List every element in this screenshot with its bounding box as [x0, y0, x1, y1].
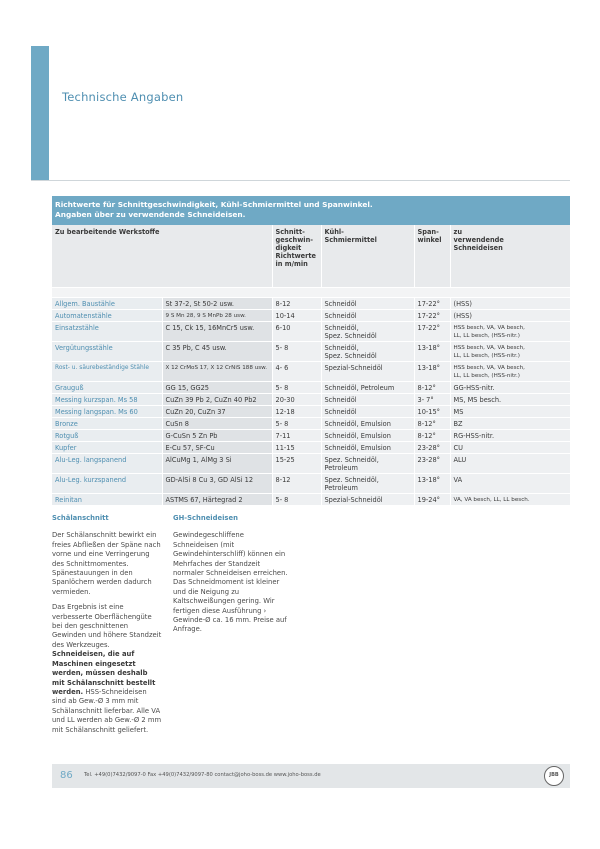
spanwinkel-cell: 8-12°: [414, 429, 450, 441]
werkstoff-cell: Automatenstähle: [52, 309, 162, 321]
kuehlschmiermittel-cell: Spezial-Schneidöl: [321, 493, 414, 505]
bezeichnung-cell: GG 15, GG25: [162, 381, 272, 393]
werkstoff-cell: Einsatzstähle: [52, 321, 162, 341]
schnittgeschwindigkeit-cell: 10-14: [272, 309, 321, 321]
schneideisen-cell: CU: [450, 441, 570, 453]
spanwinkel-cell: 8-12°: [414, 417, 450, 429]
werkstoff-cell: Grauguß: [52, 381, 162, 393]
schneideisen-cell: HSS besch, VA, VA besch, LL, LL besch, (HSS-nitr.): [450, 321, 570, 341]
kuehlschmiermittel-cell: Schneidöl: [321, 309, 414, 321]
bezeichnung-cell: 9 S Mn 28, 9 S MnPb 28 usw.: [162, 309, 272, 321]
table-row: [52, 321, 570, 341]
kuehlschmiermittel-cell: Schneidöl: [321, 297, 414, 309]
werkstoff-cell: Allgem. Baustähle: [52, 297, 162, 309]
kuehlschmiermittel-cell: Spezial-Schneidöl: [321, 361, 414, 381]
table-spacer-row: [52, 287, 570, 297]
bezeichnung-cell: CuZn 39 Pb 2, CuZn 40 Pb2: [162, 393, 272, 405]
schneideisen-cell: BZ: [450, 417, 570, 429]
spanwinkel-cell: 23-28°: [414, 453, 450, 473]
spanwinkel-cell: 3- 7°: [414, 393, 450, 405]
bezeichnung-cell: X 12 CrMoS 17, X 12 CrNiS 188 usw.: [162, 361, 272, 381]
schaelanschnitt-text-plain: Das Ergebnis ist eine verbesserte Oberflächengüte bei den geschnittenen Gewinden und höhere Standzeit des Werkzeuges.: [52, 603, 162, 649]
schneideisen-cell: RG-HSS-nitr.: [450, 429, 570, 441]
schaelanschnitt-paragraph-2: [52, 603, 162, 735]
bezeichnung-cell: G-CuSn 5 Zn Pb: [162, 429, 272, 441]
company-logo-icon: [544, 766, 564, 786]
kuehlschmiermittel-cell: Schneidöl, Spez. Schneidöl: [321, 321, 414, 341]
table-row: [52, 441, 570, 453]
table-row: [52, 341, 570, 361]
page-title: Technische Angaben: [62, 90, 184, 104]
schaelanschnitt-text-rest: HSS-Schneideisen sind ab Gew.-Ø 3 mm mit Schälanschnitt lieferbar. Alle VA und LL werden ab Gew.-Ø 2 mm mit Schälanschnitt geliefert.: [52, 687, 162, 734]
table-column-headers: [52, 225, 570, 287]
spanwinkel-cell: 17-22°: [414, 321, 450, 341]
schnittgeschwindigkeit-cell: 8-12: [272, 297, 321, 309]
spanwinkel-cell: 13-18°: [414, 361, 450, 381]
table-row: [52, 297, 570, 309]
schnittgeschwindigkeit-cell: 5- 8: [272, 381, 321, 393]
schnittgeschwindigkeit-cell: 7-11: [272, 429, 321, 441]
table-caption-line-1: Richtwerte für Schnittgeschwindigkeit, Kühl-Schmiermittel und Spanwinkel.: [55, 200, 373, 209]
schneideisen-cell: VA: [450, 473, 570, 493]
kuehlschmiermittel-cell: Spez. Schneidöl, Petroleum: [321, 473, 414, 493]
schneideisen-cell: MS: [450, 405, 570, 417]
kuehlschmiermittel-cell: Schneidöl, Emulsion: [321, 429, 414, 441]
werkstoff-cell: Vergütungsstähle: [52, 341, 162, 361]
schnittgeschwindigkeit-cell: 5- 8: [272, 493, 321, 505]
table-caption-line-2: Angaben über zu verwendende Schneideisen.: [55, 210, 246, 219]
schnittgeschwindigkeit-cell: 5- 8: [272, 341, 321, 361]
footer-contact-line: Tel. +49(0)7432/9097-0 Fax +49(0)7432/9097-80 contact@joho-boss.de www.joho-boss.de: [84, 772, 321, 778]
werkstoff-cell: Messing kurzspan. Ms 58: [52, 393, 162, 405]
spanwinkel-cell: 19-24°: [414, 493, 450, 505]
kuehlschmiermittel-cell: Spez. Schneidöl, Petroleum: [321, 453, 414, 473]
schnittgeschwindigkeit-cell: 12-18: [272, 405, 321, 417]
schnittgeschwindigkeit-cell: 15-25: [272, 453, 321, 473]
kuehlschmiermittel-cell: Schneidöl, Spez. Schneidöl: [321, 341, 414, 361]
werkstoff-cell: Rotguß: [52, 429, 162, 441]
schaelanschnitt-text-bold: Schneideisen, die auf Maschinen eingesetzt werden, müssen deshalb mit Schälanschnitt bestellt werden.: [52, 650, 156, 696]
table-row: [52, 393, 570, 405]
schaelanschnitt-heading: Schälanschnitt: [52, 514, 109, 522]
table-row: [52, 493, 570, 505]
bezeichnung-cell: C 15, Ck 15, 16MnCr5 usw.: [162, 321, 272, 341]
schnittgeschwindigkeit-cell: 6-10: [272, 321, 321, 341]
werkstoff-cell: Rost- u. säurebeständige Stähle: [52, 361, 162, 381]
schneideisen-cell: ALU: [450, 453, 570, 473]
schneideisen-cell: HSS besch, VA, VA besch, LL, LL besch, (HSS-nitr.): [450, 361, 570, 381]
column-header-schneideisen: zu verwendende Schneideisen: [450, 225, 570, 287]
page-footer: [52, 764, 570, 788]
column-header-spanwinkel: Span- winkel: [414, 225, 450, 287]
spanwinkel-cell: 10-15°: [414, 405, 450, 417]
header-divider: [31, 180, 570, 181]
table-row: [52, 405, 570, 417]
table-row: [52, 309, 570, 321]
spanwinkel-cell: 17-22°: [414, 297, 450, 309]
kuehlschmiermittel-cell: Schneidöl: [321, 393, 414, 405]
bezeichnung-cell: ASTMS 67, Härtegrad 2: [162, 493, 272, 505]
schneideisen-cell: VA, VA besch, LL, LL besch.: [450, 493, 570, 505]
bezeichnung-cell: GD-AlSi 8 Cu 3, GD AlSi 12: [162, 473, 272, 493]
kuehlschmiermittel-cell: Schneidöl: [321, 405, 414, 417]
spanwinkel-cell: 23-28°: [414, 441, 450, 453]
bezeichnung-cell: AlCuMg 1, AlMg 3 Si: [162, 453, 272, 473]
page-number: 86: [60, 770, 73, 781]
kuehlschmiermittel-cell: Schneidöl, Emulsion: [321, 441, 414, 453]
table-row: [52, 473, 570, 493]
schnittgeschwindigkeit-cell: 20-30: [272, 393, 321, 405]
kuehlschmiermittel-cell: Schneidöl, Emulsion: [321, 417, 414, 429]
schneideisen-cell: (HSS): [450, 309, 570, 321]
column-header-schnittgeschwindigkeit: Schnitt- geschwin- digkeit Richtwerte in m/min: [272, 225, 321, 287]
schaelanschnitt-section: [52, 514, 162, 741]
bezeichnung-cell: CuSn 8: [162, 417, 272, 429]
schneideisen-cell: HSS besch, VA, VA besch, LL, LL besch, (HSS-nitr.): [450, 341, 570, 361]
logo-lettering: JBB: [549, 772, 559, 778]
schneideisen-cell: GG-HSS-nitr.: [450, 381, 570, 393]
schnittgeschwindigkeit-cell: 4- 6: [272, 361, 321, 381]
bezeichnung-cell: CuZn 20, CuZn 37: [162, 405, 272, 417]
spanwinkel-cell: 13-18°: [414, 473, 450, 493]
column-header-kuehlschmiermittel: Kühl- Schmiermittel: [321, 225, 414, 287]
schnittgeschwindigkeit-cell: 11-15: [272, 441, 321, 453]
table-row: [52, 453, 570, 473]
bezeichnung-cell: E-Cu 57, SF-Cu: [162, 441, 272, 453]
werkstoff-cell: Bronze: [52, 417, 162, 429]
werkstoff-cell: Kupfer: [52, 441, 162, 453]
header-accent-bar: [31, 46, 49, 180]
werkstoff-cell: Alu-Leg. kurzspanend: [52, 473, 162, 493]
gh-schneideisen-paragraph: Gewindegeschliffene Schneideisen (mit Gewindehinterschliff) können ein Mehrfaches der Standzeit normaler Schneideisen erreichen. Das Schneidmoment ist kleiner und die Neigung zu Kaltschweißungen gering. Wir fertigen diese Ausführung › Gewinde-Ø ca. 16 mm. Preise auf Anfrage.: [173, 531, 288, 634]
schneideisen-cell: MS, MS besch.: [450, 393, 570, 405]
spanwinkel-cell: 8-12°: [414, 381, 450, 393]
schneideisen-cell: (HSS): [450, 297, 570, 309]
column-header-werkstoffe: Zu bearbeitende Werkstoffe: [52, 225, 272, 287]
schnittgeschwindigkeit-cell: 5- 8: [272, 417, 321, 429]
schnittgeschwindigkeit-cell: 8-12: [272, 473, 321, 493]
bezeichnung-cell: C 35 Pb, C 45 usw.: [162, 341, 272, 361]
werkstoff-cell: Reinitan: [52, 493, 162, 505]
table-row: [52, 361, 570, 381]
table-row: [52, 417, 570, 429]
gh-schneideisen-section: [173, 514, 289, 641]
schaelanschnitt-paragraph-1: Der Schälanschnitt bewirkt ein freies Abfließen der Späne nach vorne und eine Verringerung des Schnittmomentes. Spänestauungen in den Spanlöchern werden dadurch vermieden.: [52, 531, 161, 596]
kuehlschmiermittel-cell: Schneidöl, Petroleum: [321, 381, 414, 393]
spec-table: [52, 225, 571, 506]
spanwinkel-cell: 17-22°: [414, 309, 450, 321]
gh-schneideisen-heading: GH-Schneideisen: [173, 514, 238, 522]
bezeichnung-cell: St 37-2, St 50-2 usw.: [162, 297, 272, 309]
table-row: [52, 429, 570, 441]
table-row: [52, 381, 570, 393]
table-caption: [52, 196, 570, 225]
spec-table-block: [52, 196, 570, 506]
spanwinkel-cell: 13-18°: [414, 341, 450, 361]
werkstoff-cell: Alu-Leg. langspanend: [52, 453, 162, 473]
werkstoff-cell: Messing langspan. Ms 60: [52, 405, 162, 417]
